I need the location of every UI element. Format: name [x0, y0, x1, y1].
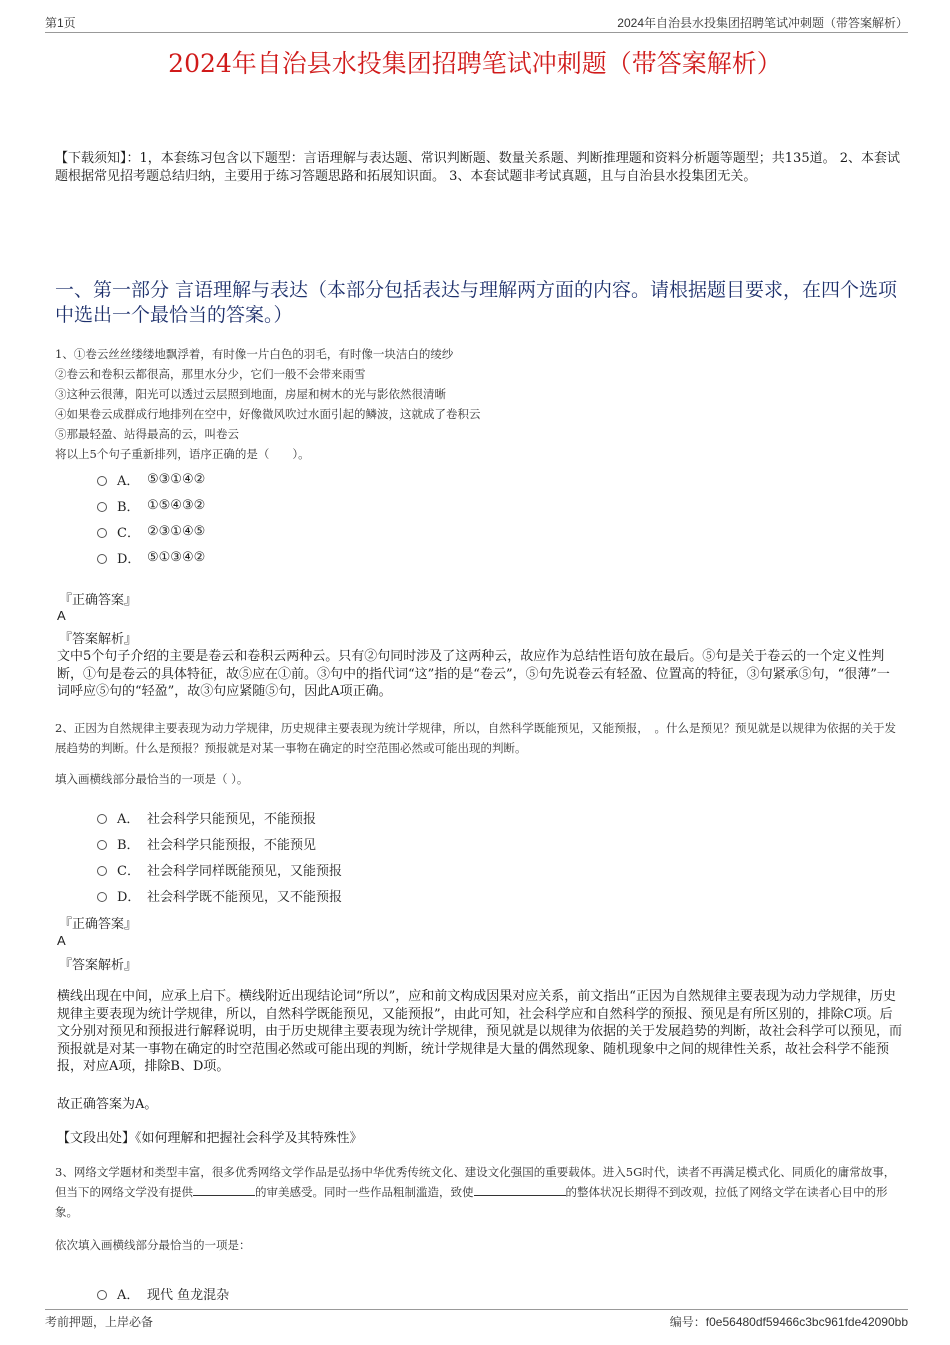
radio-icon[interactable] [97, 892, 107, 902]
q2-option-b[interactable] [97, 834, 316, 853]
q2-analysis-label: 『答案解析』 [59, 958, 138, 973]
q2-stem: 2、正因为自然规律主要表现为动力学规律，历史规律主要表现为统计学规律，所以，自然科学既能预见，又能预报， 。什么是预见？预见就是以规律为依据的关于发展趋势的判断。什么是预报？预报就是对某一事物在确定的时空范围必然或可能出现的判断。 [55, 721, 897, 755]
option-letter: B． [117, 500, 140, 515]
q2-answer-label: 『正确答案』 [59, 917, 138, 932]
radio-icon[interactable] [97, 528, 107, 538]
q2-conclusion: 故正确答案为A。 [57, 1097, 158, 1112]
q1-option-d[interactable] [97, 548, 205, 567]
radio-icon[interactable] [97, 1290, 107, 1300]
option-text: 社会科学只能预见，不能预报 [147, 812, 317, 827]
option-letter: A． [117, 474, 140, 489]
q1-line: ⑤那最轻盈、站得最高的云，叫卷云 [55, 427, 239, 441]
header-doc-title: 2024年自治县水投集团招聘笔试冲刺题（带答案解析） [617, 16, 908, 30]
q1-line: 1、①卷云丝丝缕缕地飘浮着，有时像一片白色的羽毛，有时像一块洁白的绫纱 [55, 347, 454, 361]
fill-blank [474, 1183, 566, 1196]
option-letter: D． [117, 890, 141, 905]
q3-stem-part: 的整体状况长期得不到改观，拉低了网络文学在读者心目中的形象。 [55, 1185, 888, 1219]
q1-answer-label: 『正确答案』 [59, 593, 138, 608]
q3-stem [55, 1162, 900, 1222]
option-text: ⑤①③④② [147, 550, 206, 565]
option-letter: D． [117, 552, 141, 567]
footer-slogan: 考前押题，上岸必备 [45, 1315, 154, 1329]
option-letter: C． [117, 526, 140, 541]
option-text: 社会科学只能预报，不能预见 [147, 838, 317, 853]
header-divider [45, 32, 908, 33]
q2-answer: A [57, 933, 66, 948]
footer-divider [45, 1309, 908, 1310]
q2-analysis: 横线出现在中间，应承上启下。横线附近出现结论词“所以”，应和前文构成因果对应关系，前文指出“正因为自然规律主要表现为动力学规律，历史规律主要表现为统计学规律，所以，自然科学既能预见，又能预报”，由此可知，社会科学应和自然科学的预报、预见是有所区别的，排除C项。后文分别对预见和预报进行解释说明，由于历史规律主要表现为统计学规律，预见就是以规律为依据的关于发展趋势的判断，故社会科学可以预见，而预报就是对某一事物在确定的时空范围必然或可能出现的判断，统计学规律是大量的偶然现象、随机现象中之间的规律性关系，故社会科学不能预报，对应A项，排除B、D项。 [57, 989, 903, 1074]
option-text: 现代 鱼龙混杂 [147, 1288, 230, 1303]
radio-icon[interactable] [97, 840, 107, 850]
header-page-number: 第1页 [45, 16, 76, 30]
q1-line: ②卷云和卷积云都很高，那里水分少，它们一般不会带来雨雪 [55, 367, 366, 381]
option-letter: C． [117, 864, 140, 879]
q1-answer: A [57, 608, 66, 623]
q2-source: 【文段出处】《如何理解和把握社会科学及其特殊性》 [57, 1131, 363, 1146]
q1-analysis-label: 『答案解析』 [59, 632, 138, 647]
option-text: ①⑤④③② [147, 498, 206, 513]
radio-icon[interactable] [97, 502, 107, 512]
q1-option-b[interactable] [97, 496, 205, 515]
q3-stem-part: 3、网络文学题材和类型丰富，很多优秀网络文学作品是弘扬中华优秀传统文化、建设文化强国的重要载体。进入5G时代，读者不再满足模式化、同质化的庸常故事，但当下的网络文学没有提供 [55, 1165, 896, 1199]
q1-analysis: 文中5个句子介绍的主要是卷云和卷积云两种云。只有②句同时涉及了这两种云，故应作为总结性语句放在最后。⑤句是关于卷云的一个定义性判断，①句是卷云的具体特征，故⑤应在①前。③句中的指代词“这”指的是“卷云”，⑤句先说卷云有轻盈、位置高的特征，③句紧承⑤句，“很薄”一词呼应⑤句的“轻盈”，故③句应紧随⑤句，因此A项正确。 [57, 649, 890, 699]
q3-prompt: 依次填入画横线部分最恰当的一项是： [55, 1238, 251, 1252]
q1-option-c[interactable] [97, 522, 205, 541]
q2-prompt: 填入画横线部分最恰当的一项是（ ）。 [55, 772, 249, 786]
footer-code-value: f0e56480df59466c3bc961fde42090bb [705, 1315, 908, 1329]
q2-option-d[interactable] [97, 886, 342, 905]
option-text: ⑤③①④② [147, 472, 206, 487]
option-text: 社会科学既不能预见，又不能预报 [147, 890, 343, 905]
footer-code-label: 编号： [669, 1315, 706, 1329]
radio-icon[interactable] [97, 866, 107, 876]
q2-option-a[interactable] [97, 808, 316, 827]
q3-stem-part: 的审美感受。同时一些作品粗制滥造，致使 [255, 1185, 474, 1199]
q1-line: ③这种云很薄，阳光可以透过云层照到地面，房屋和树木的光与影依然很清晰 [55, 387, 446, 401]
page-title: 2024年自治县水投集团招聘笔试冲刺题（带答案解析） [168, 49, 782, 78]
section-heading: 一、第一部分 言语理解与表达（本部分包括表达与理解两方面的内容。请根据题目要求，在四个选项中选出一个最恰当的答案。） [55, 279, 898, 326]
option-text: ②③①④⑤ [147, 524, 206, 539]
fill-blank [193, 1183, 255, 1196]
download-notice: 【下载须知】：1，本套练习包含以下题型：言语理解与表达题、常识判断题、数量关系题、判断推理题和资料分析题等题型；共135道。 2、本套试题根据常见招考题总结归纳，主要用于练习答题思路和拓展知识面。 3、本套试题非考试真题，且与自治县水投集团无关。 [55, 151, 900, 184]
option-letter: A． [117, 812, 140, 827]
radio-icon[interactable] [97, 814, 107, 824]
q1-line: ④如果卷云成群成行地排列在空中，好像微风吹过水面引起的鳞波，这就成了卷积云 [55, 407, 481, 421]
q1-option-a[interactable] [97, 470, 205, 489]
q3-option-a[interactable] [97, 1284, 229, 1303]
option-text: 社会科学同样既能预见，又能预报 [147, 864, 343, 879]
option-letter: A． [117, 1288, 140, 1303]
footer-code [670, 1313, 908, 1330]
radio-icon[interactable] [97, 476, 107, 486]
q1-prompt: 将以上5个句子重新排列，语序正确的是（ ）。 [55, 447, 310, 461]
option-letter: B． [117, 838, 140, 853]
q2-option-c[interactable] [97, 860, 342, 879]
radio-icon[interactable] [97, 554, 107, 564]
